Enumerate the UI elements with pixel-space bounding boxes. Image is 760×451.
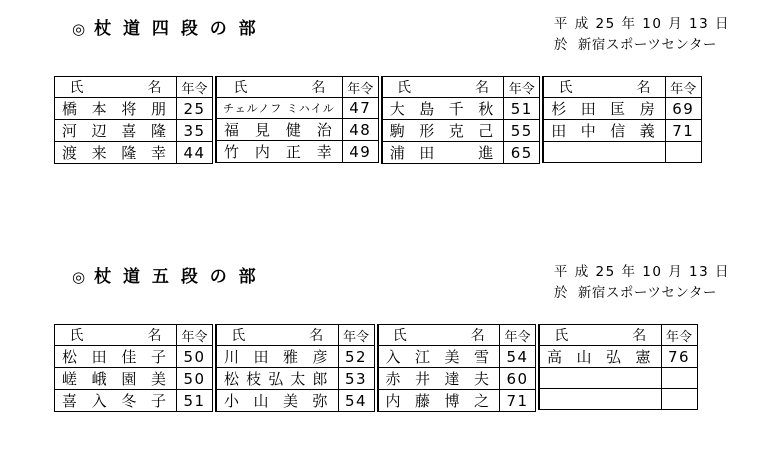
cell-age: 51 xyxy=(504,98,540,120)
cell-name: 内藤博之 xyxy=(378,390,500,412)
table-row xyxy=(216,141,378,163)
cell-name: 福見健治 xyxy=(216,119,342,141)
table-row xyxy=(55,346,213,368)
roster-tables xyxy=(54,76,702,164)
cell-age: 51 xyxy=(177,390,213,412)
table-row xyxy=(543,120,701,142)
column-header-name: 氏 名 xyxy=(55,77,177,98)
table-row xyxy=(55,98,213,120)
cell-age: 54 xyxy=(338,390,374,412)
column-header-name: 氏 名 xyxy=(216,325,338,346)
table-header-row xyxy=(216,325,374,346)
cell-age xyxy=(661,389,697,410)
table-row xyxy=(382,98,540,120)
cell-age: 65 xyxy=(504,142,540,164)
cell-age: 52 xyxy=(338,346,374,368)
cell-name xyxy=(539,368,661,389)
section-title-text: 杖 道 五 段 の 部 xyxy=(94,267,259,287)
table-row xyxy=(378,346,536,368)
column-header-age: 年令 xyxy=(338,325,374,346)
cell-name: チェルノフ ミハイル xyxy=(216,98,342,119)
section-header xyxy=(0,14,760,62)
event-venue xyxy=(554,35,730,56)
cell-name: 高山弘憲 xyxy=(539,346,661,368)
table-header-row xyxy=(382,77,540,98)
section-title xyxy=(72,14,259,39)
cell-age: 25 xyxy=(177,98,213,120)
cell-name: 喜入冬子 xyxy=(55,390,177,412)
column-header-name: 氏 名 xyxy=(539,325,661,346)
table-row xyxy=(543,142,701,163)
cell-age: 35 xyxy=(177,120,213,142)
roster-table xyxy=(215,76,379,163)
event-venue xyxy=(554,283,730,304)
table-row xyxy=(55,368,213,390)
cell-name: 赤井達夫 xyxy=(378,368,500,390)
cell-age: 53 xyxy=(338,368,374,390)
roster-tables xyxy=(54,324,698,412)
cell-name xyxy=(543,142,665,163)
cell-name: 大島千秋 xyxy=(382,98,504,120)
table-row xyxy=(55,390,213,412)
table-header-row xyxy=(543,77,701,98)
cell-age: 76 xyxy=(661,346,697,368)
table-row xyxy=(216,346,374,368)
table-row xyxy=(55,142,213,164)
roster-table xyxy=(215,324,375,412)
cell-name: 駒形克己 xyxy=(382,120,504,142)
cell-age: 71 xyxy=(665,120,701,142)
section-header xyxy=(0,262,760,310)
event-date-venue xyxy=(554,262,730,304)
column-header-age: 年令 xyxy=(342,77,378,98)
table-header-row xyxy=(55,77,213,98)
cell-name: 田中信義 xyxy=(543,120,665,142)
cell-age: 71 xyxy=(500,390,536,412)
section-title-text: 杖 道 四 段 の 部 xyxy=(94,19,259,39)
cell-name: 渡来隆幸 xyxy=(55,142,177,164)
table-row xyxy=(216,98,378,119)
column-header-age: 年令 xyxy=(177,77,213,98)
table-header-row xyxy=(539,325,697,346)
column-header-age: 年令 xyxy=(500,325,536,346)
table-row xyxy=(55,120,213,142)
table-row xyxy=(539,346,697,368)
cell-age: 47 xyxy=(342,98,378,119)
cell-name: 川田雅彦 xyxy=(216,346,338,368)
column-header-age: 年令 xyxy=(665,77,701,98)
event-date: 平 成 25 年 10 月 13 日 xyxy=(553,16,730,32)
cell-age: 49 xyxy=(342,141,378,163)
roster-table xyxy=(542,76,702,163)
table-row xyxy=(378,390,536,412)
cell-name: 松枝弘太郎 xyxy=(216,368,338,390)
cell-age: 55 xyxy=(504,120,540,142)
column-header-name: 氏 名 xyxy=(55,325,177,346)
event-date-venue xyxy=(554,14,730,56)
column-header-name: 氏 名 xyxy=(543,77,665,98)
table-row xyxy=(539,368,697,389)
cell-age: 48 xyxy=(342,119,378,141)
table-header-row xyxy=(378,325,536,346)
event-date: 平 成 25 年 10 月 13 日 xyxy=(553,264,730,280)
cell-name: 河辺喜隆 xyxy=(55,120,177,142)
cell-age: 54 xyxy=(500,346,536,368)
column-header-age: 年令 xyxy=(661,325,697,346)
table-row xyxy=(382,142,540,164)
column-header-name: 氏 名 xyxy=(382,77,504,98)
cell-age xyxy=(661,368,697,389)
cell-name: 入江美雪 xyxy=(378,346,500,368)
column-header-name: 氏 名 xyxy=(378,325,500,346)
cell-age: 44 xyxy=(177,142,213,164)
cell-name: 小山美弥 xyxy=(216,390,338,412)
roster-table xyxy=(538,324,698,410)
cell-name: 嵯峨園美 xyxy=(55,368,177,390)
bullet-mark-icon: ◎ xyxy=(72,268,89,286)
section-title xyxy=(72,262,259,287)
roster-table xyxy=(54,76,213,164)
cell-name: 杉田匡房 xyxy=(543,98,665,120)
cell-age xyxy=(665,142,701,163)
table-header-row xyxy=(55,325,213,346)
venue-label: 於 xyxy=(553,285,568,301)
roster-table xyxy=(381,76,541,164)
venue-name: 新宿スポーツセンター xyxy=(577,37,717,53)
cell-age: 50 xyxy=(177,346,213,368)
roster-table xyxy=(377,324,537,412)
cell-name: 竹内正幸 xyxy=(216,141,342,163)
cell-name: 橋本将朋 xyxy=(55,98,177,120)
table-row xyxy=(539,389,697,410)
bullet-mark-icon: ◎ xyxy=(72,20,89,38)
column-header-name: 氏 名 xyxy=(216,77,342,98)
cell-name xyxy=(539,389,661,410)
roster-table xyxy=(54,324,213,412)
roster-section xyxy=(0,14,760,162)
venue-name: 新宿スポーツセンター xyxy=(577,285,717,301)
cell-name: 松田佳子 xyxy=(55,346,177,368)
cell-age: 60 xyxy=(500,368,536,390)
cell-name: 浦田 進 xyxy=(382,142,504,164)
cell-age: 69 xyxy=(665,98,701,120)
table-row xyxy=(216,390,374,412)
table-header-row xyxy=(216,77,378,98)
cell-age: 50 xyxy=(177,368,213,390)
venue-label: 於 xyxy=(553,37,568,53)
table-row xyxy=(543,98,701,120)
column-header-age: 年令 xyxy=(177,325,213,346)
column-header-age: 年令 xyxy=(504,77,540,98)
table-row xyxy=(216,368,374,390)
table-row xyxy=(378,368,536,390)
table-row xyxy=(382,120,540,142)
roster-section xyxy=(0,262,760,410)
table-row xyxy=(216,119,378,141)
